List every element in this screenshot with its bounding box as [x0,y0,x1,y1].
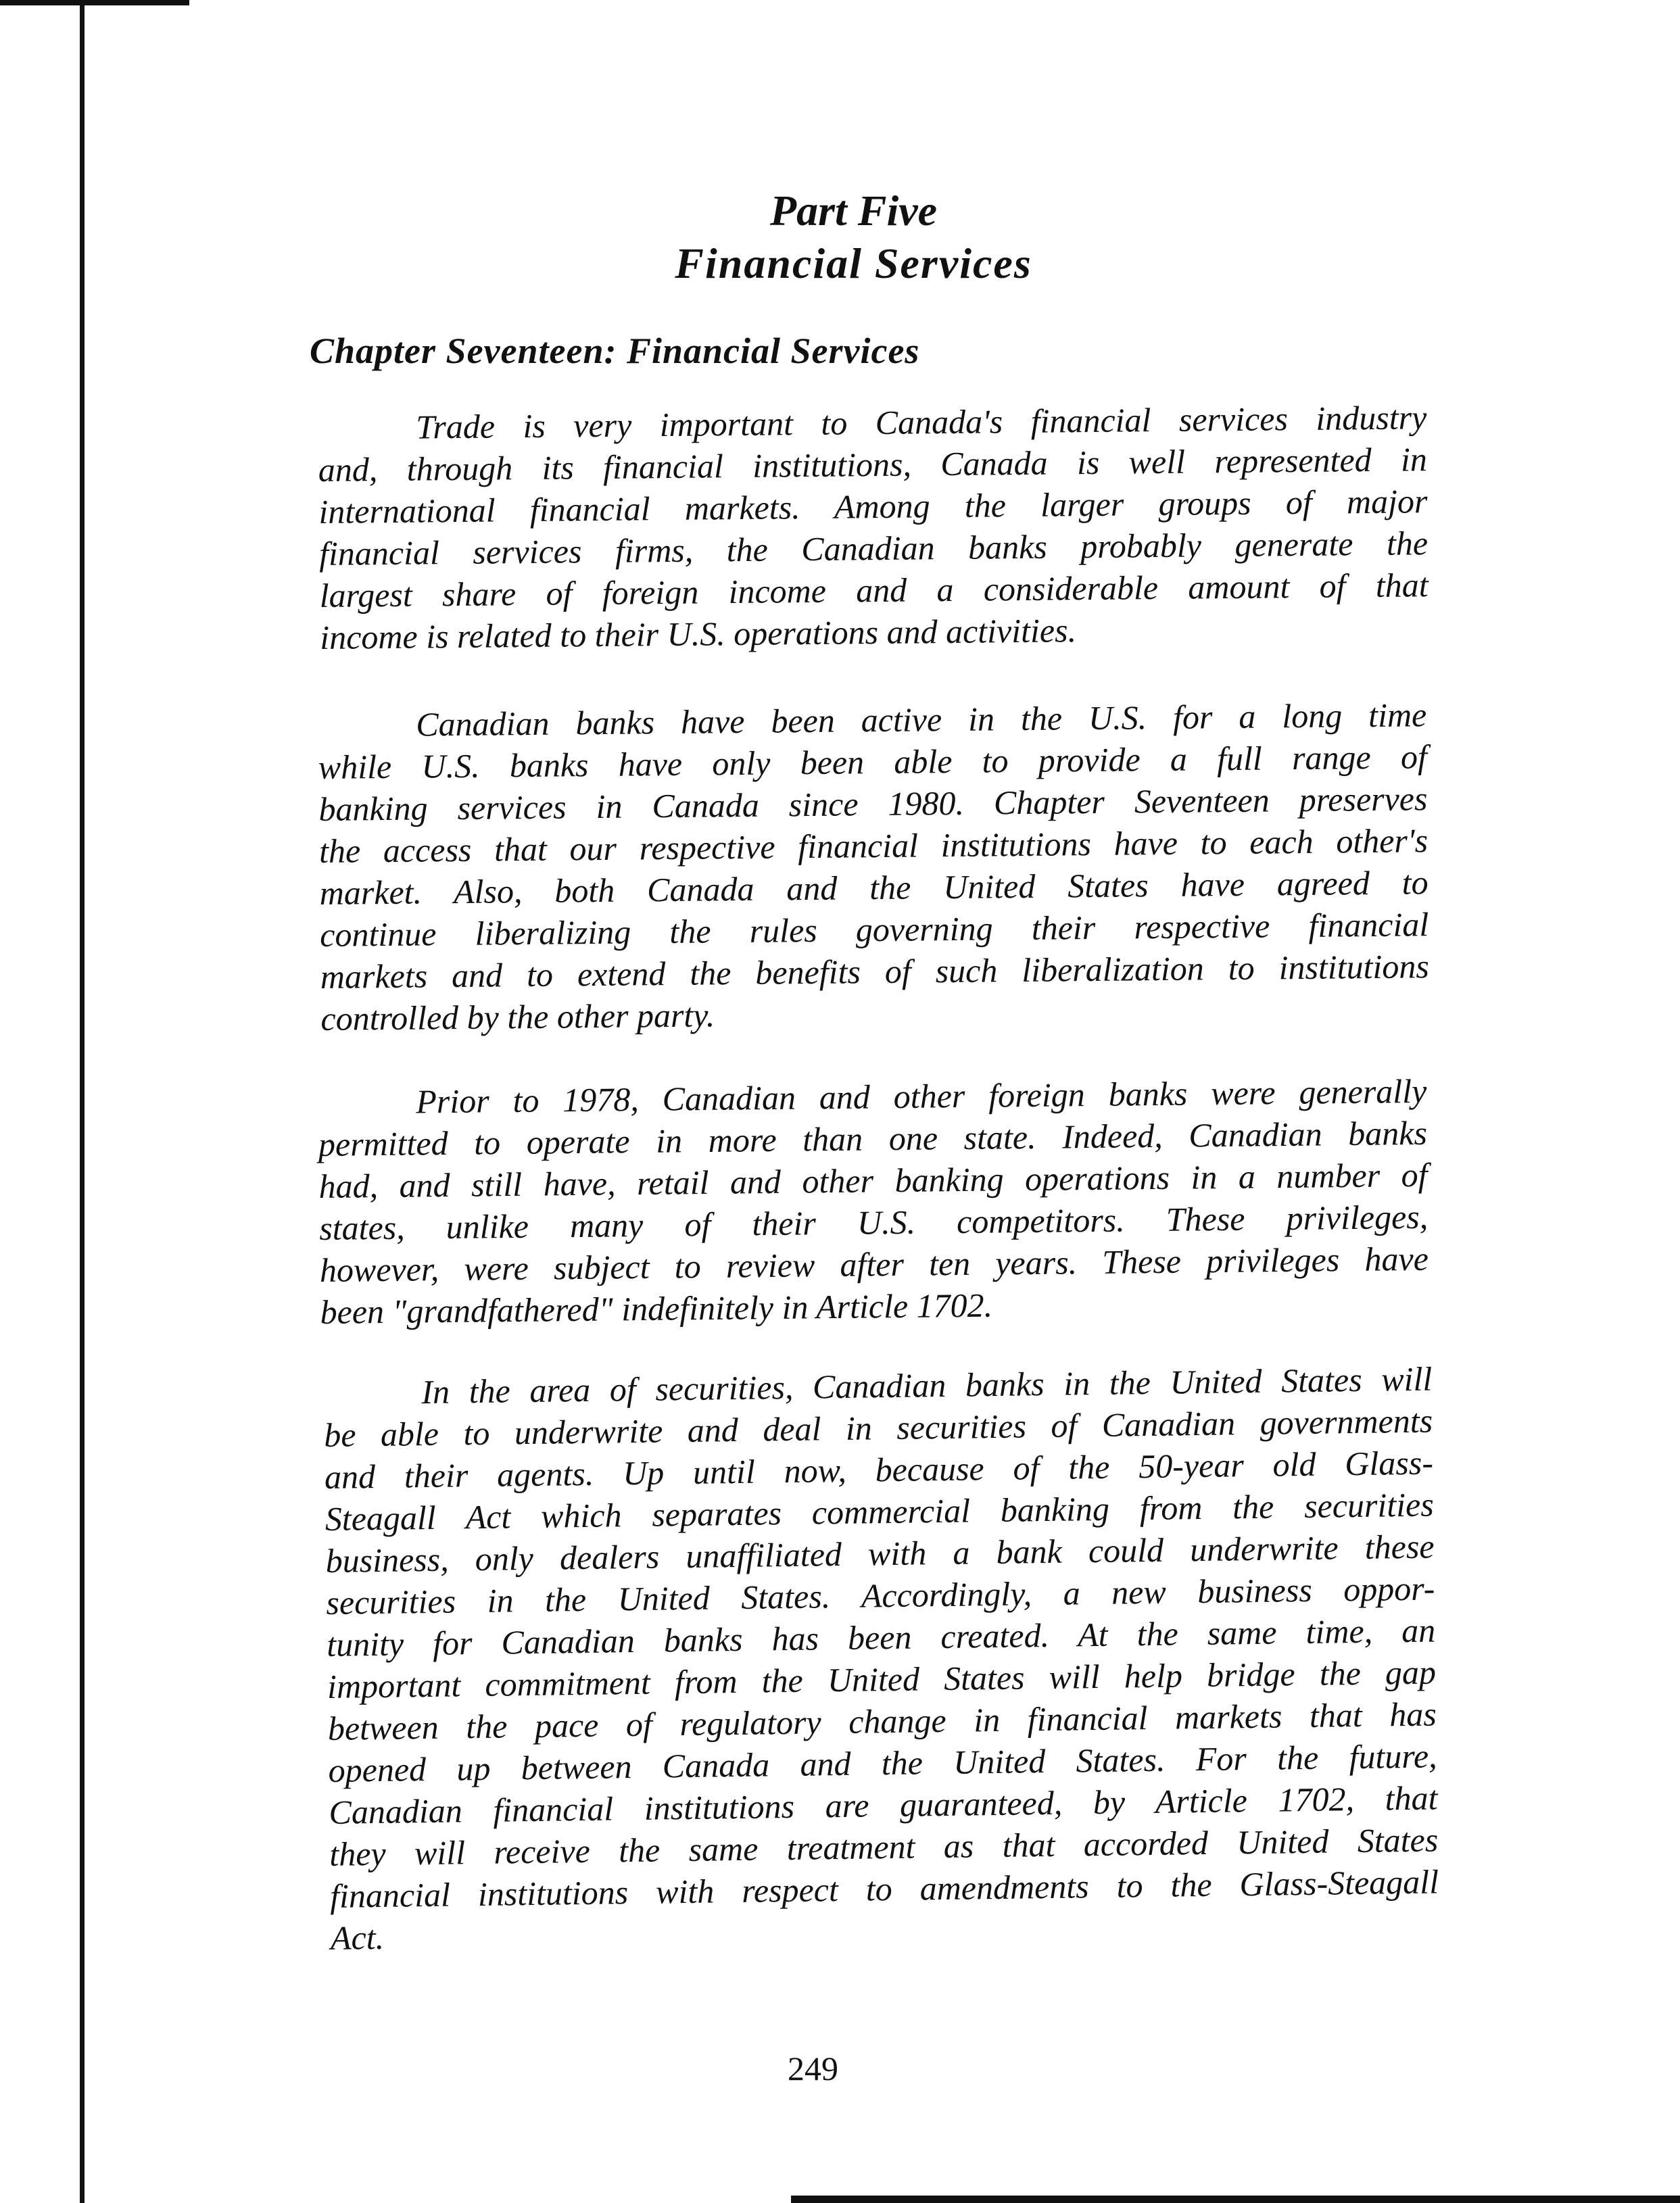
paragraph-line: Act. [330,1918,385,1957]
paragraph-line: financial institutions with respect to amendments to the Glass-Steagall [329,1862,1439,1915]
paragraph-line: tunity for Canadian banks has been created. At the same time, an [326,1611,1436,1664]
scan-edge-bottom [791,2196,1680,2203]
paragraph-line: been "grandfathered" indefinitely in Article 1702. [320,1286,993,1331]
paragraph-line: banking services in Canada since 1980. Chapter Seventeen preserves [318,779,1428,828]
scan-edge-top [0,0,189,5]
paragraph-line: In the area of securities, Canadian banks in the United States will [421,1359,1433,1411]
part-subject-title: Financial Services [675,239,1032,287]
paragraph-line: and their agents. Up until now, because of the 50-year old Glass- [324,1443,1434,1496]
paragraph-line: permitted to operate in more than one state. Indeed, Canadian banks [318,1113,1428,1163]
paragraph-line: largest share of foreign income and a considerable amount of that [319,566,1429,614]
paragraph-line: Canadian banks have been active in the U.S. for a long time [416,696,1427,744]
paragraph-line: Prior to 1978, Canadian and other foreign banks were generally [416,1071,1427,1121]
paragraph-line: Trade is very important to Canada's financial services industry [416,398,1427,446]
part-title: Part Five [769,187,938,235]
paragraph-line: had, and still have, retail and other banking operations in a number of [318,1155,1428,1205]
paragraph-line: Steagall Act which separates commercial banking from the securities [325,1485,1435,1538]
paragraph-line: states, unlike many of their U.S. competitors. These privileges, [318,1197,1429,1247]
paragraph-line: business, only dealers unaffiliated with a bank could underwrite these [325,1527,1435,1580]
paragraph [318,396,1429,658]
paragraph [318,694,1430,1040]
paragraph-line: between the pace of regulatory change in financial markets that has [327,1695,1437,1747]
paragraph [318,1070,1429,1333]
paragraph-line: while U.S. banks have only been able to provide a full range of [318,737,1428,786]
paragraph-line: however, were subject to review after ten years. These privileges have [319,1239,1429,1289]
paragraph [323,1358,1439,1959]
paragraph-line: Canadian financial institutions are guaranteed, by Article 1702, that [329,1778,1438,1831]
scan-edge-left [80,0,85,2203]
page-number-text: 249 [788,2050,838,2087]
page-number [0,2048,1680,2089]
paragraph-line: important commitment from the United States will help bridge the gap [327,1653,1437,1705]
paragraph-line: the access that our respective financial institutions have to each other's [318,821,1429,870]
chapter-heading: Chapter Seventeen: Financial Services [310,331,920,371]
paragraph-line: securities in the United States. Accordingly, a new business oppor- [326,1569,1435,1622]
paragraph-line: income is related to their U.S. operations and activities. [320,611,1077,656]
paragraph-line: be able to underwrite and deal in securities of Canadian governments [323,1401,1433,1454]
paragraph-line: continue liberalizing the rules governing their respective financial [320,905,1429,954]
paragraph-line: opened up between Canada and the United States. For the future, [328,1737,1437,1789]
paragraph-line: markets and to extend the benefits of such liberalization to institutions [320,947,1430,996]
paragraph-line: international financial markets. Among the larger groups of major [318,482,1428,531]
paragraph-line: and, through its financial institutions, Canada is well represented in [318,440,1428,489]
paragraph-line: controlled by the other party. [320,996,715,1038]
paragraph-line: they will receive the same treatment as that accorded United States [329,1820,1439,1873]
paragraph-line: financial services firms, the Canadian banks probably generate the [318,524,1429,573]
paragraph-line: market. Also, both Canada and the United States have agreed to [319,863,1429,912]
